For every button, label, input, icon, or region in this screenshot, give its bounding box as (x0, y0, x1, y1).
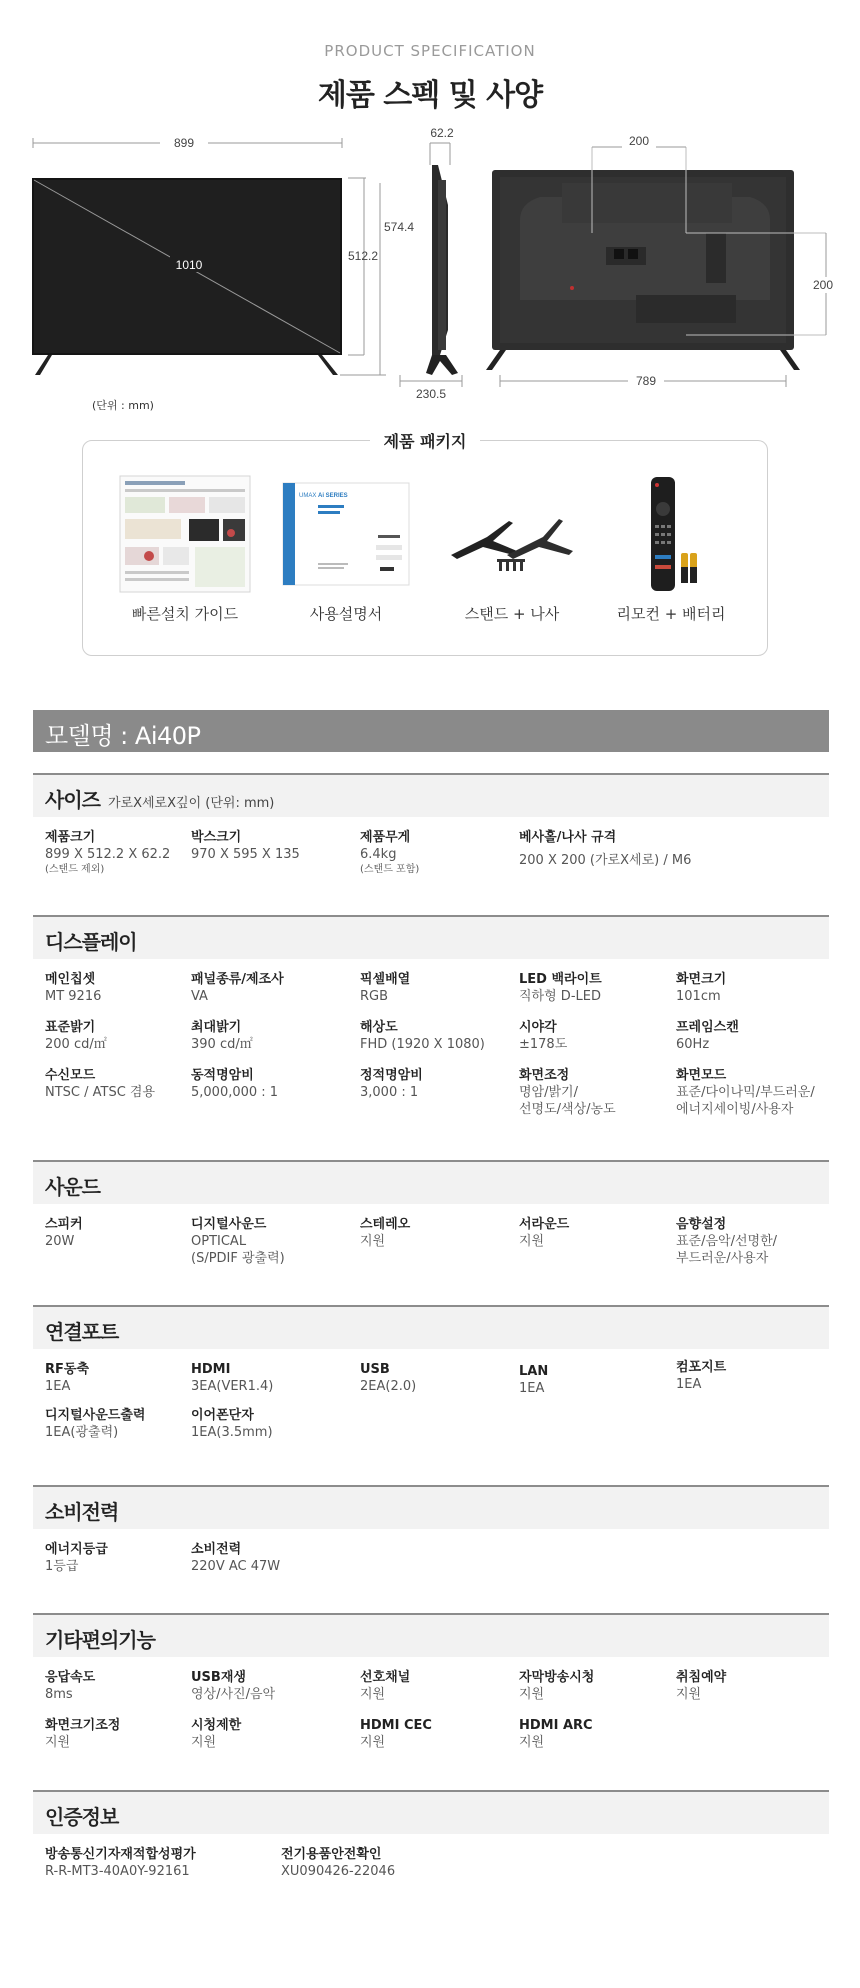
package-item-label: 리모컨 + 배터리 (616, 605, 726, 623)
spec-cell: 베사홀/나사 규격 200 X 200 (가로X세로) / M6 (519, 830, 692, 868)
spec-cell: LED 백라이트 직하형 D-LED (519, 972, 602, 1004)
manual-book-icon (282, 475, 410, 593)
stand-screws-icon (447, 475, 577, 593)
package-item-guide (105, 475, 265, 624)
spec-cell: 시청제한 지원 (191, 1718, 242, 1750)
stand-width-label: 789 (635, 374, 657, 388)
section-header (33, 1790, 829, 1834)
spec-cell: 화면조정 명암/밝기/ 선명도/색상/농도 (519, 1068, 616, 1117)
spec-cell: 취침예약 지원 (676, 1670, 727, 1702)
package-item-label: 빠른설치 가이드 (131, 605, 239, 623)
section-eyebrow: PRODUCT SPECIFICATION (324, 42, 536, 60)
dimension-drawings (0, 125, 860, 425)
section-title: 사운드 (45, 1175, 100, 1199)
unit-note: (단위 : mm) (92, 399, 154, 412)
tv-side-view (400, 126, 462, 401)
package-box (82, 432, 768, 656)
spec-cell: 소비전력 220V AC 47W (191, 1542, 281, 1574)
spec-cell: 전기용품안전확인 XU090426-22046 (281, 1847, 396, 1879)
spec-cell: 제품크기 899 X 512.2 X 62.2 (스탠드 제외) (45, 830, 171, 875)
spec-cell: 스테레오 지원 (360, 1217, 411, 1249)
section-title: 소비전력 (45, 1500, 119, 1524)
spec-cell: 픽셀배열 RGB (360, 972, 411, 1004)
tv-back-view (486, 132, 850, 389)
spec-cell: 패널종류/제조사 VA (191, 972, 284, 1004)
spec-cell: 화면크기조정 지원 (45, 1718, 121, 1750)
section-title: 연결포트 (45, 1320, 119, 1344)
spec-cell: 수신모드 NTSC / ATSC 겸용 (45, 1068, 156, 1100)
package-item-label: 사용설명서 (309, 605, 383, 623)
spec-cell: 응답속도 8ms (45, 1670, 96, 1702)
spec-cell: RF동축 1EA (45, 1362, 90, 1394)
model-name-bar: 모델명 : Ai40P (33, 710, 829, 752)
spec-cell: 방송통신기자재적합성평가 R-R-MT3-40A0Y-92161 (45, 1847, 196, 1879)
section-header (33, 915, 829, 959)
section-subtitle: 가로X세로X깊이 (단위: mm) (107, 796, 275, 811)
spec-section-sound (33, 1160, 829, 1304)
spec-section-cert (33, 1790, 829, 1914)
spec-cell: 자막방송시청 지원 (519, 1670, 595, 1702)
section-title: 기타편의기능 (45, 1628, 155, 1652)
spec-cell: 표준밝기 200 cd/㎡ (45, 1020, 107, 1052)
svg-text:Ai SERIES: Ai SERIES (318, 493, 348, 499)
spec-cell: 해상도 FHD (1920 X 1080) (360, 1020, 485, 1052)
spec-cell: LAN 1EA (519, 1364, 549, 1396)
section-header (33, 1305, 829, 1349)
spec-cell: USB재생 영상/사진/음악 (191, 1670, 276, 1702)
section-title: 사이즈 (45, 788, 100, 812)
vesa-vertical-label: 200 (813, 278, 834, 292)
svg-text:UMAX: UMAX (299, 493, 317, 499)
spec-cell: 정적명암비 3,000 : 1 (360, 1068, 423, 1100)
package-item-remote (591, 475, 751, 624)
spec-cell: 동적명암비 5,000,000 : 1 (191, 1068, 279, 1100)
spec-cell: 화면모드 표준/다이나믹/부드러운/ 에너지세이빙/사용자 (676, 1068, 815, 1117)
package-item-stand (432, 475, 592, 624)
spec-cell: HDMI ARC 지원 (519, 1718, 593, 1750)
spec-section-display (33, 915, 829, 1159)
section-header (33, 1160, 829, 1204)
section-header (33, 773, 829, 817)
spec-cell: 메인칩셋 MT 9216 (45, 972, 102, 1004)
spec-cell: USB 2EA(2.0) (360, 1362, 417, 1394)
spec-section-ports (33, 1305, 829, 1489)
spec-cell: 에너지등급 1등급 (45, 1542, 108, 1574)
diagonal-label: 1010 (175, 258, 203, 272)
spec-cell: 프레임스캔 60Hz (676, 1020, 739, 1052)
spec-section-size (33, 773, 829, 917)
height-without-stand-label: 512.2 (348, 249, 379, 263)
package-title: 제품 패키지 (83, 429, 767, 452)
height-with-stand-label: 574.4 (384, 220, 415, 234)
section-title: 인증정보 (45, 1805, 119, 1829)
page-title: 제품 스펙 및 사양 (317, 78, 543, 113)
spec-cell: 디지털사운드 OPTICAL (S/PDIF 광출력) (191, 1217, 285, 1266)
front-width-label: 899 (173, 136, 195, 150)
spec-cell: 화면크기 101cm (676, 972, 727, 1004)
remote-battery-icon (631, 475, 711, 593)
spec-section-etc (33, 1613, 829, 1787)
spec-cell: HDMI CEC 지원 (360, 1718, 432, 1750)
spec-cell: 컴포지트 1EA (676, 1360, 727, 1392)
spec-cell: 선호채널 지원 (360, 1670, 411, 1702)
tv-front-view (32, 134, 414, 375)
guide-sheet-icon (119, 475, 251, 593)
package-item-manual (266, 475, 426, 624)
spec-cell: 이어폰단자 1EA(3.5mm) (191, 1408, 273, 1440)
stand-depth-label: 230.5 (415, 387, 447, 401)
vesa-horizontal-label: 200 (628, 134, 650, 148)
spec-section-power (33, 1485, 829, 1609)
spec-cell: 서라운드 지원 (519, 1217, 570, 1249)
section-title: 디스플레이 (45, 930, 137, 954)
spec-cell: HDMI 3EA(VER1.4) (191, 1362, 274, 1394)
spec-cell: 박스크기 970 X 595 X 135 (191, 830, 300, 862)
section-header (33, 1613, 829, 1657)
spec-cell: 제품무게 6.4kg (스탠드 포함) (360, 830, 420, 875)
spec-cell: 스피커 20W (45, 1217, 83, 1249)
package-item-label: 스탠드 + 나사 (464, 605, 560, 623)
spec-cell: 최대밝기 390 cd/㎡ (191, 1020, 253, 1052)
spec-cell: 시야각 ±178도 (519, 1020, 568, 1052)
spec-cell: 디지털사운드출력 1EA(광출력) (45, 1408, 146, 1440)
spec-cell: 음향설정 표준/음악/선명한/ 부드러운/사용자 (676, 1217, 778, 1266)
side-depth-label: 62.2 (430, 126, 454, 140)
section-header (33, 1485, 829, 1529)
